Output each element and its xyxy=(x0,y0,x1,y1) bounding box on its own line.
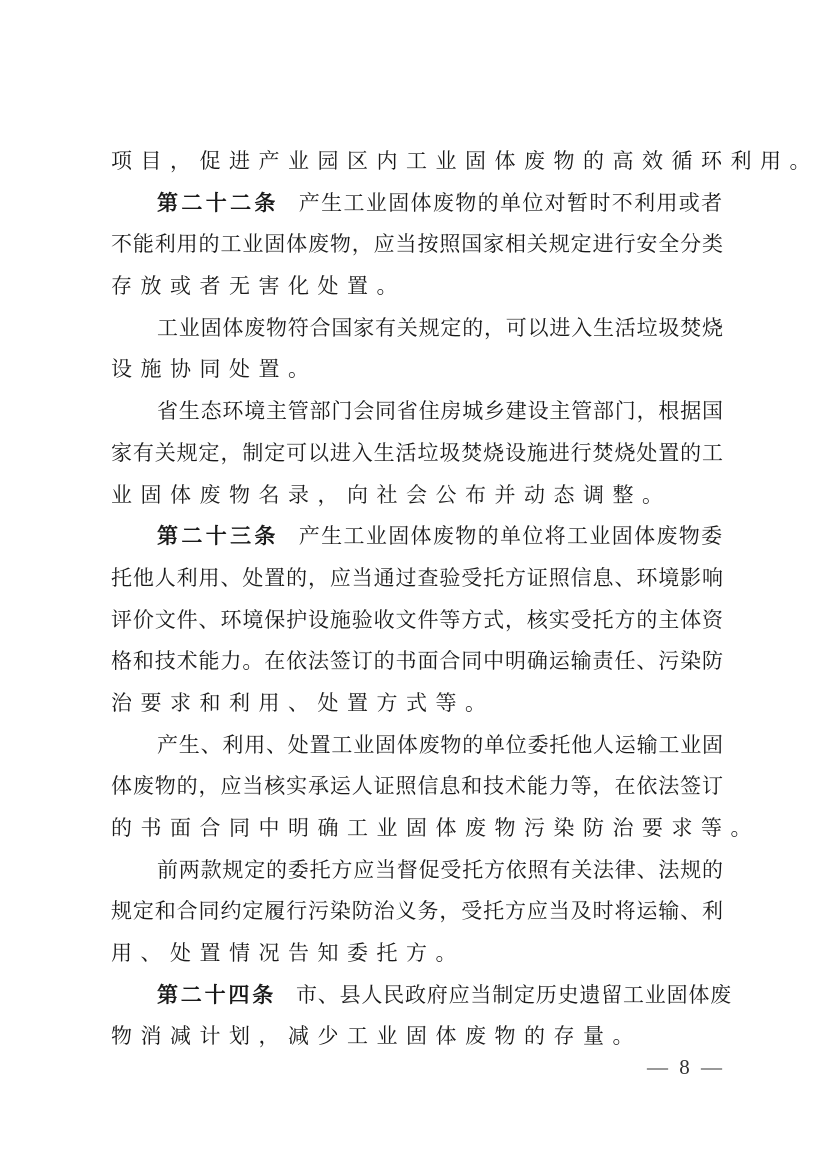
paragraph-line xyxy=(111,266,723,308)
line-text: 评价文件、环境保护设施验收文件等方式，核实受托方的主体资 xyxy=(111,607,723,632)
article-22-heading-line xyxy=(111,183,723,225)
line-text: 省生态环境主管部门会同省住房城乡建设主管部门，根据国 xyxy=(157,399,723,424)
line-text: 治要求和利用、处置方式等。 xyxy=(111,690,495,715)
article-heading: 第二十四条 xyxy=(157,982,276,1007)
article-heading: 第二十三条 xyxy=(157,524,279,549)
line-text: 市、县人民政府应当制定历史遗留工业固体废 xyxy=(296,982,732,1007)
line-text: 物消减计划，减少工业固体废物的存量。 xyxy=(111,1024,642,1049)
article-heading: 第二十二条 xyxy=(157,190,279,215)
line-text: 托他人利用、处置的，应当通过查验受托方证照信息、环境影响 xyxy=(111,565,723,590)
line-text: 格和技术能力。在依法签订的书面合同中明确运输责任、污染防 xyxy=(111,649,723,674)
paragraph-line xyxy=(111,641,723,683)
paragraph-line xyxy=(111,433,723,475)
line-text: 存放或者无害化处置。 xyxy=(111,274,406,299)
line-text: 产生、利用、处置工业固体废物的单位委托他人运输工业固 xyxy=(157,732,723,757)
paragraph-line xyxy=(111,933,723,975)
line-text: 产生工业固体废物的单位对暂时不利用或者 xyxy=(298,190,723,215)
paragraph-line xyxy=(111,349,723,391)
page-number: — 8 — xyxy=(647,1055,725,1079)
article-23-heading-line xyxy=(111,516,723,558)
line-text: 前两款规定的委托方应当督促受托方依照有关法律、法规的 xyxy=(157,857,723,882)
line-text: 体废物的，应当核实承运人证照信息和技术能力等，在依法签订 xyxy=(111,774,723,799)
paragraph-line xyxy=(111,725,723,767)
line-text: 项目，促进产业园区内工业固体废物的高效循环利用。 xyxy=(111,149,819,173)
paragraph-line xyxy=(111,600,723,642)
line-text: 的书面合同中明确工业固体废物污染防治要求等。 xyxy=(111,816,760,840)
line-text: 规定和合同约定履行污染防治义务，受托方应当及时将运输、利 xyxy=(111,899,723,924)
line-text: 工业固体废物符合国家有关规定的，可以进入生活垃圾焚烧 xyxy=(157,315,723,340)
paragraph-line xyxy=(111,850,723,892)
line-text: 用、处置情况告知委托方。 xyxy=(111,941,465,966)
paragraph-line xyxy=(111,141,819,183)
paragraph-line xyxy=(111,558,723,600)
paragraph-line xyxy=(111,308,723,350)
paragraph-line xyxy=(111,766,723,808)
paragraph-line xyxy=(111,1016,723,1058)
line-text: 产生工业固体废物的单位将工业固体废物委 xyxy=(298,524,723,549)
paragraph-line xyxy=(111,891,723,933)
paragraph-line xyxy=(111,808,760,850)
line-text: 设施协同处置。 xyxy=(111,357,318,382)
paragraph-line xyxy=(111,475,723,517)
line-text: 不能利用的工业固体废物，应当按照国家相关规定进行安全分类 xyxy=(111,232,723,257)
article-24-heading-line xyxy=(111,975,732,1017)
document-body xyxy=(111,141,819,1058)
paragraph-line xyxy=(111,683,723,725)
line-text: 业固体废物名录，向社会公布并动态调整。 xyxy=(111,482,672,507)
paragraph-line xyxy=(111,391,723,433)
line-text: 家有关规定，制定可以进入生活垃圾焚烧设施进行焚烧处置的工 xyxy=(111,440,723,465)
paragraph-line xyxy=(111,224,723,266)
